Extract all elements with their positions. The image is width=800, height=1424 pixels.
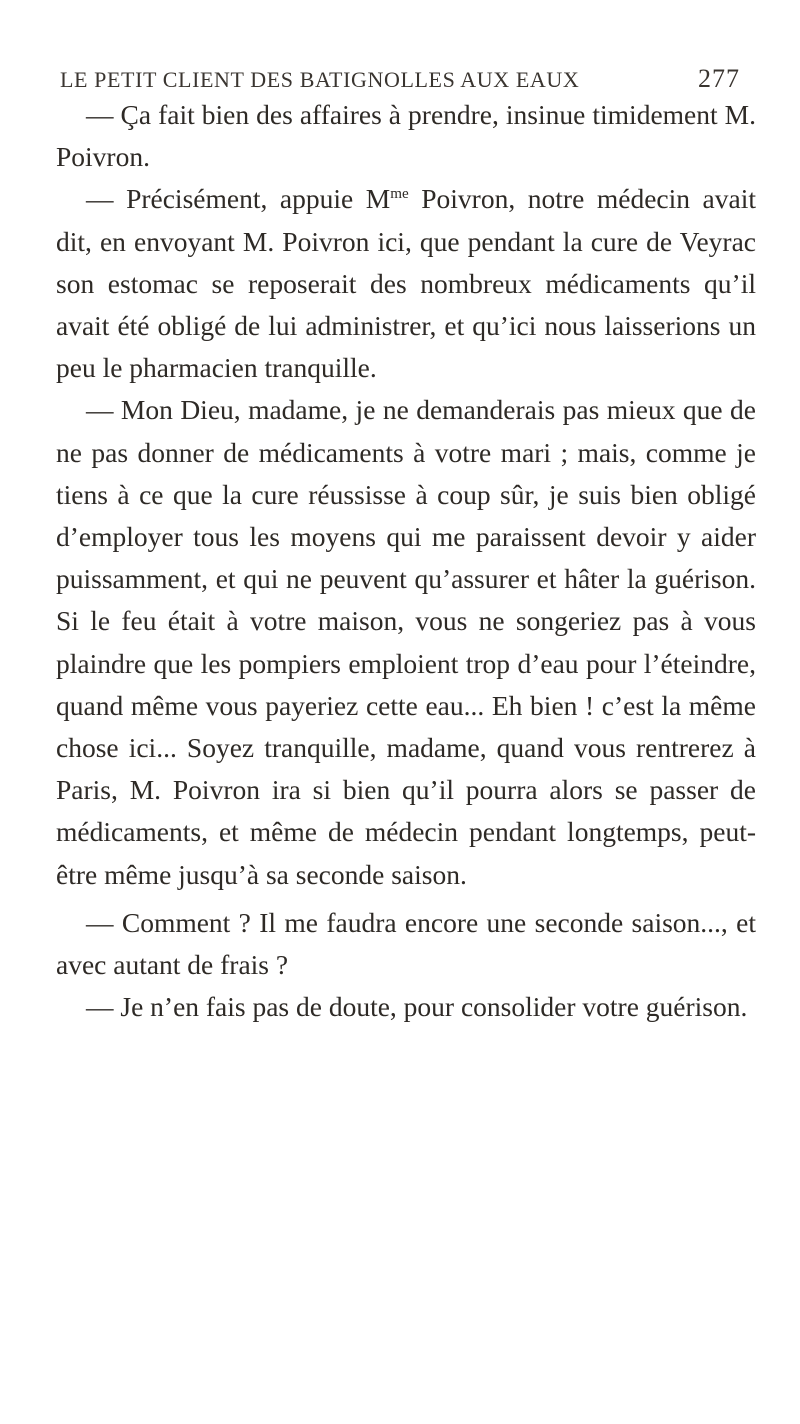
running-title: LE PETIT CLIENT DES BATIGNOLLES AUX EAUX <box>60 67 580 92</box>
paragraph-3 <box>56 389 756 895</box>
paragraph-3-text: — Mon Dieu, madame, je ne demanderais pas mieux que de ne pas donner de médicaments à votre mari ; mais, comme je tiens à ce que la cure réussisse à coup sûr, je suis bien obligé d’employer tous les moyens qui me paraissent devoir y aider puissamment, et qui ne peuvent qu’assurer et hâter la guérison. Si le feu était à votre maison, vous ne songeriez pas à vous plaindre que les pompiers emploient trop d’eau pour l’éteindre, quand même vous payeriez cette eau... Eh bien ! c’est la même chose ici... Soyez tranquille, madame, quand vous rentrerez à Paris, M. Poivron ira si bien qu’il pourra alors se passer de médicaments, et même de médecin pendant longtemps, peut-être même jusqu’à sa seconde saison. <box>56 394 756 890</box>
paragraph-1 <box>56 94 756 178</box>
paragraph-5 <box>56 986 756 1028</box>
page-number: 277 <box>698 64 740 93</box>
paragraph-2-text-start: — Précisément, appuie M <box>86 183 391 215</box>
paragraph-4 <box>56 902 756 986</box>
running-header <box>60 64 740 94</box>
title-superscript: me <box>390 186 409 203</box>
paragraph-2-text-end: Poivron, notre médecin avait dit, en envoyant M. Poivron ici, que pendant la cure de Veyrac son estomac se reposerait des nombreux médicaments qu’il avait été obligé de lui administrer, et qu’ici nous laisserions un peu le pharmacien tranquille. <box>56 183 756 384</box>
paragraph-2 <box>56 178 756 389</box>
paragraph-4-text: — Comment ? Il me faudra encore une seconde saison..., et avec autant de frais ? <box>56 906 756 981</box>
body-text <box>56 94 756 1028</box>
paragraph-5-text: — Je n’en fais pas de doute, pour consolider votre guérison. <box>86 991 748 1023</box>
paragraph-1-text: — Ça fait bien des affaires à prendre, insinue timidement M. Poivron. <box>56 99 756 173</box>
